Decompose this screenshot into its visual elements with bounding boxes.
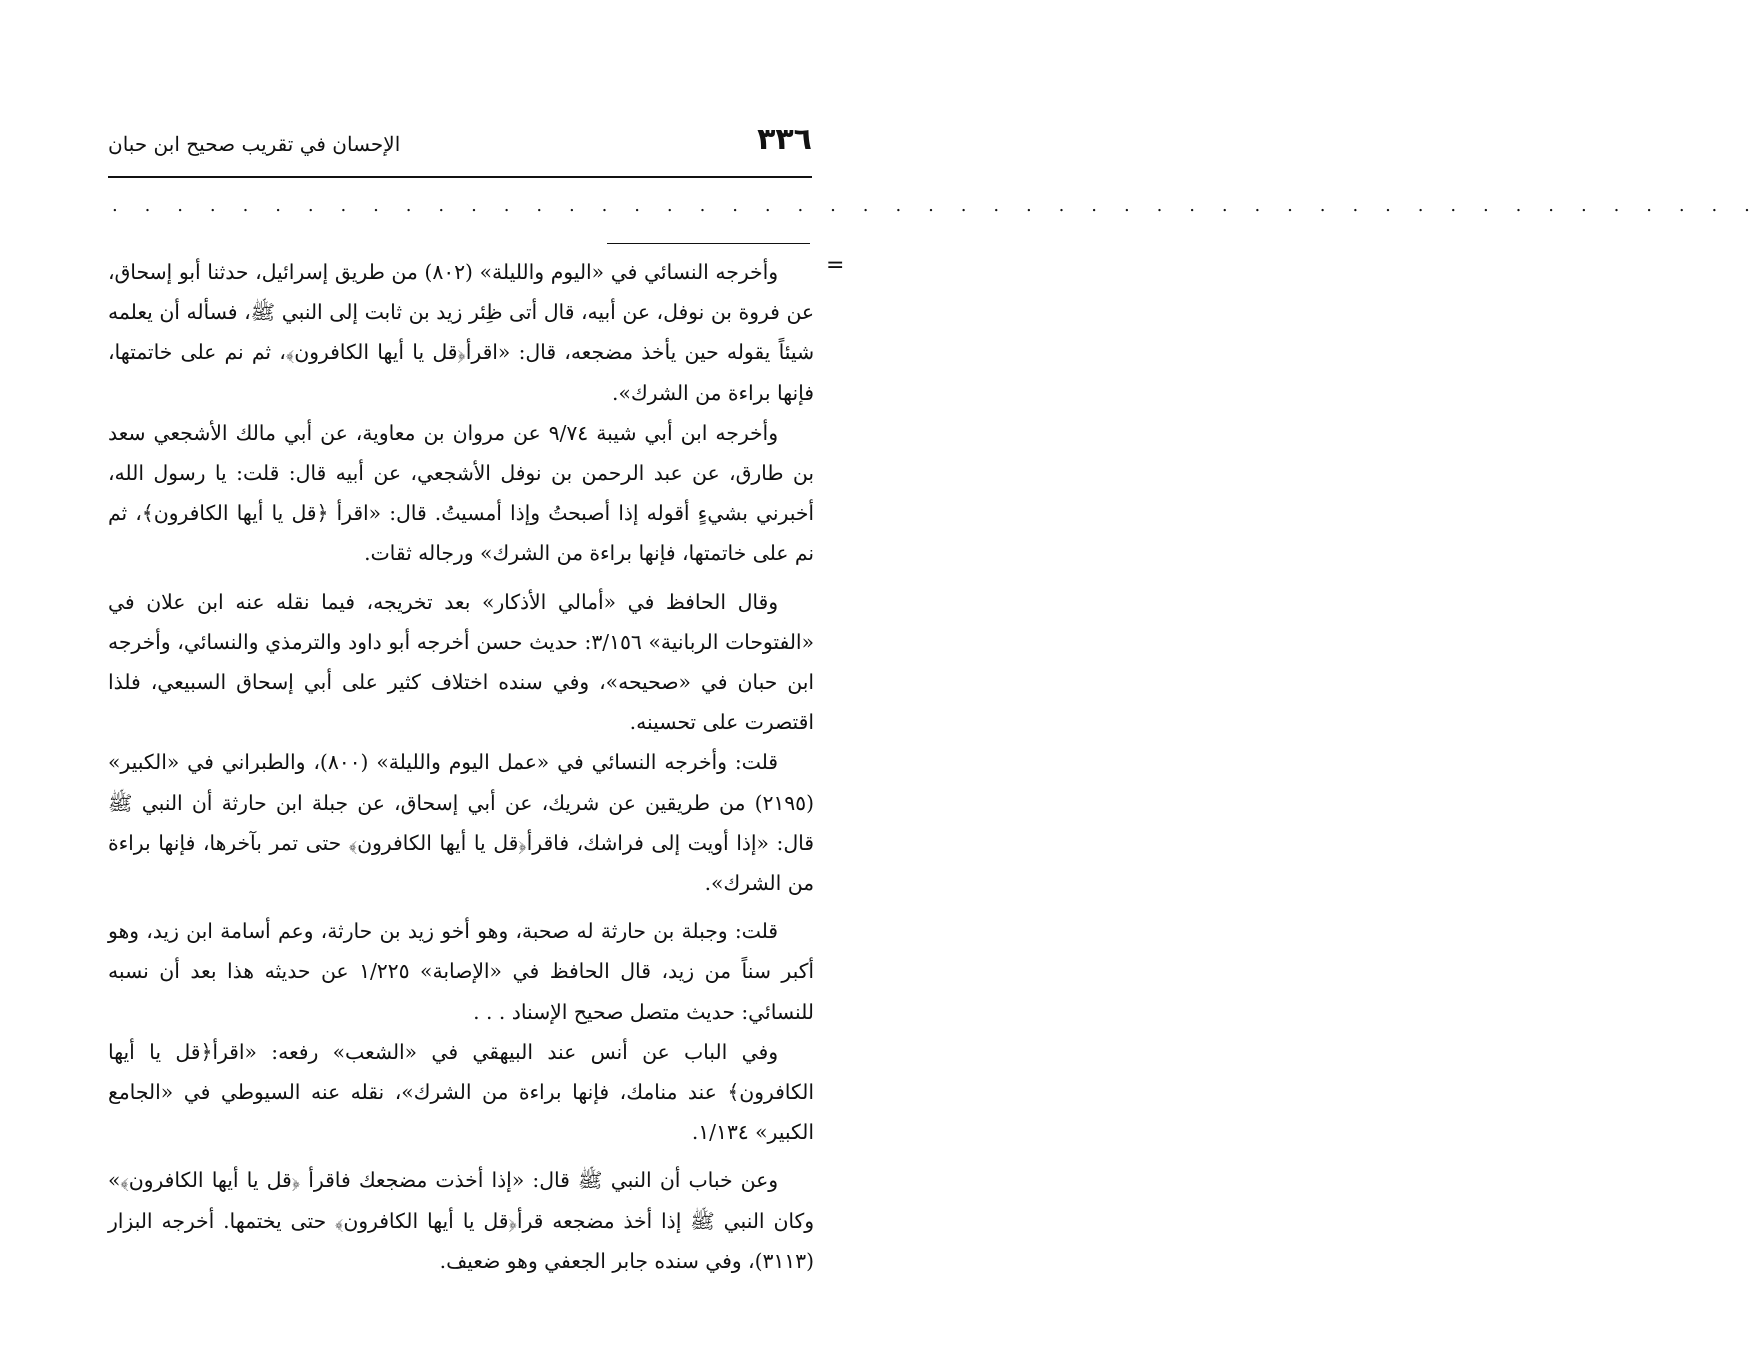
- paragraph: وأخرجه النسائي في «اليوم والليلة» (٨٠٢) من طريق إسرائيل، حدثنا أبو إسحاق، عن فروة بن نوفل، عن أبيه، قال أتى ظِئر زيد بن ثابت إلى النبي ﷺ، فسأله أن يعلمه شيئاً يقوله حين يأخذ مضجعه، قال: «اقرأ﴿قل يا أيها الكافرون﴾، ثم نم على خاتمتها، فإنها براءة من الشرك».: [108, 260, 814, 405]
- running-title: الإحسان في تقريب صحيح ابن حبان: [108, 132, 401, 156]
- paragraph: قلت: وجبلة بن حارثة له صحبة، وهو أخو زيد بن حارثة، وعم أسامة ابن زيد، وهو أكبر سناً من زيد، قال الحافظ في «الإصابة» ١/٢٢٥ عن حديثه هذا بعد أن نسبه للنسائي: حديث متصل صحيح الإسناد . . .: [108, 919, 814, 1024]
- paragraph: وأخرجه ابن أبي شيبة ٩/٧٤ عن مروان بن معاوية، عن أبي مالك الأشجعي سعد بن طارق، عن عبد الرحمن بن نوفل الأشجعي، عن أبيه قال: قلت: يا رسول الله، أخبرني بشيءٍ أقوله إذا أصبحتُ وإذا أمسيتُ. قال: «اقرأ ﴿قل يا أيها الكافرون﴾، ثم نم على خاتمتها، فإنها براءة من الشرك» ورجاله ثقات.: [108, 420, 814, 566]
- header-rule: [108, 176, 812, 178]
- footnote-text: [108, 252, 814, 1281]
- paragraph: وقال الحافظ في «أمالي الأذكار» بعد تخريجه، فيما نقله عنه ابن علان في «الفتوحات الربانية» ٣/١٥٦: حديث حسن أخرجه أبو داود والترمذي والنسائي، وأخرجه ابن حبان في «صحيحه»، وفي سنده اختلاف كثير على أبي إسحاق السبيعي، فلذا اقتصرت على تحسينه.: [108, 589, 814, 735]
- continuation-mark: =: [826, 253, 845, 278]
- page-number: ٣٣٦: [757, 122, 812, 157]
- footnote-rule: [607, 243, 810, 244]
- paragraph: وفي الباب عن أنس عند البيهقي في «الشعب» رفعه: «اقرأ﴿قل يا أيها الكافرون﴾ عند منامك، فإنها براءة من الشرك»، نقله عنه السيوطي في «الجامع الكبير» ١/١٣٤.: [108, 1039, 814, 1145]
- paragraph: وعن خباب أن النبي ﷺ قال: «إذا أخذت مضجعك فاقرأ ﴿قل يا أيها الكافرون﴾» وكان النبي ﷺ إذا أخذ مضجعه قرأ﴿قل يا أيها الكافرون﴾ حتى يختمها. أخرجه البزار (٣١١٣)، وفي سنده جابر الجعفي وهو ضعيف.: [108, 1168, 814, 1273]
- paragraph: قلت: وأخرجه النسائي في «عمل اليوم والليلة» (٨٠٠)، والطبراني في «الكبير» (٢١٩٥) من طريقين عن شريك، عن أبي إسحاق، عن جبلة ابن حارثة أن النبي ﷺ قال: «إذا أويت إلى فراشك، فاقرأ﴿قل يا أيها الكافرون﴾ حتى تمر بآخرها، فإنها براءة من الشرك».: [108, 750, 814, 896]
- page-header: [108, 118, 812, 168]
- dotted-separator: . . . . . . . . . . . . . . . . . . . . . . . . . . . . . . . . . . . . . . . . . . . . . . . . . . .: [112, 195, 1761, 216]
